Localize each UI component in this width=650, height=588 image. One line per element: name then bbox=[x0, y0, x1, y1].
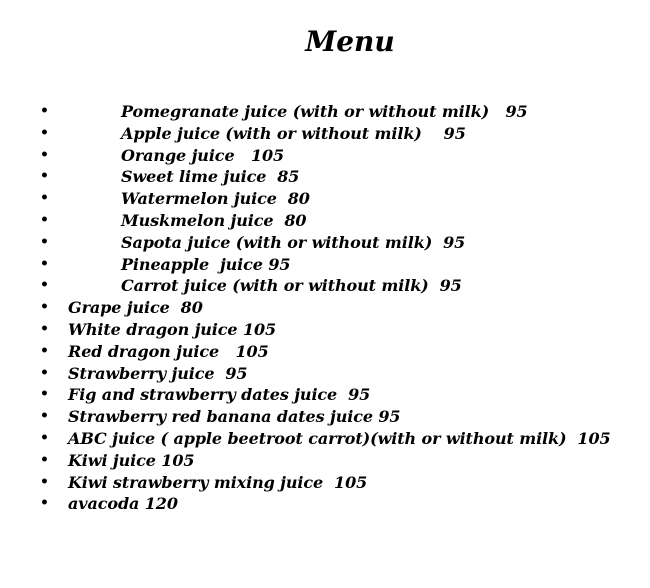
menu-item-text: Pineapple juice 95 bbox=[121, 254, 291, 274]
menu-item-text: Sweet lime juice 85 bbox=[121, 167, 300, 187]
menu-item-text: Muskmelon juice 80 bbox=[121, 210, 307, 230]
menu-item-text: Red dragon juice 105 bbox=[68, 341, 269, 361]
bullet-icon: • bbox=[40, 320, 49, 337]
bullet-icon: • bbox=[40, 451, 49, 468]
bullet-icon: • bbox=[40, 299, 49, 316]
bullet-icon: • bbox=[40, 495, 49, 512]
bullet-icon: • bbox=[40, 168, 49, 185]
menu-item-text: Kiwi strawberry mixing juice 105 bbox=[68, 472, 368, 492]
menu-item-text: Watermelon juice 80 bbox=[121, 189, 310, 209]
menu-item-text: Strawberry red banana dates juice 95 bbox=[68, 407, 401, 427]
menu-item-text: Strawberry juice 95 bbox=[68, 363, 248, 383]
menu-item-text: Grape juice 80 bbox=[68, 298, 203, 318]
menu-item-text: Sapota juice (with or without milk) 95 bbox=[121, 232, 466, 252]
bullet-icon: • bbox=[40, 211, 49, 228]
bullet-icon: • bbox=[40, 408, 49, 425]
bullet-icon: • bbox=[40, 190, 49, 207]
bullet-icon: • bbox=[40, 146, 49, 163]
menu-item-text: ABC juice ( apple beetroot carrot)(with or without milk) 105 bbox=[68, 428, 611, 448]
menu-item-text: Apple juice (with or without milk) 95 bbox=[121, 123, 466, 143]
menu-item-text: avacoda 120 bbox=[68, 494, 178, 514]
bullet-icon: • bbox=[40, 386, 49, 403]
page-title: Menu bbox=[305, 25, 395, 58]
bullet-icon: • bbox=[40, 364, 49, 381]
bullet-icon: • bbox=[40, 473, 49, 490]
menu-item-text: Orange juice 105 bbox=[121, 145, 285, 165]
bullet-icon: • bbox=[40, 124, 49, 141]
menu-item-text: Carrot juice (with or without milk) 95 bbox=[121, 276, 462, 296]
menu-item-text: Pomegranate juice (with or without milk) 95 bbox=[121, 102, 528, 121]
bullet-icon: • bbox=[40, 103, 49, 119]
bullet-icon: • bbox=[40, 342, 49, 359]
menu-item-text: Kiwi juice 105 bbox=[68, 450, 195, 470]
bullet-icon: • bbox=[40, 233, 49, 250]
bullet-icon: • bbox=[40, 429, 49, 446]
bullet-icon: • bbox=[40, 255, 49, 272]
menu-item-text: White dragon juice 105 bbox=[68, 319, 277, 339]
menu-item-text: Fig and strawberry dates juice 95 bbox=[68, 385, 371, 405]
bullet-icon: • bbox=[40, 277, 49, 294]
